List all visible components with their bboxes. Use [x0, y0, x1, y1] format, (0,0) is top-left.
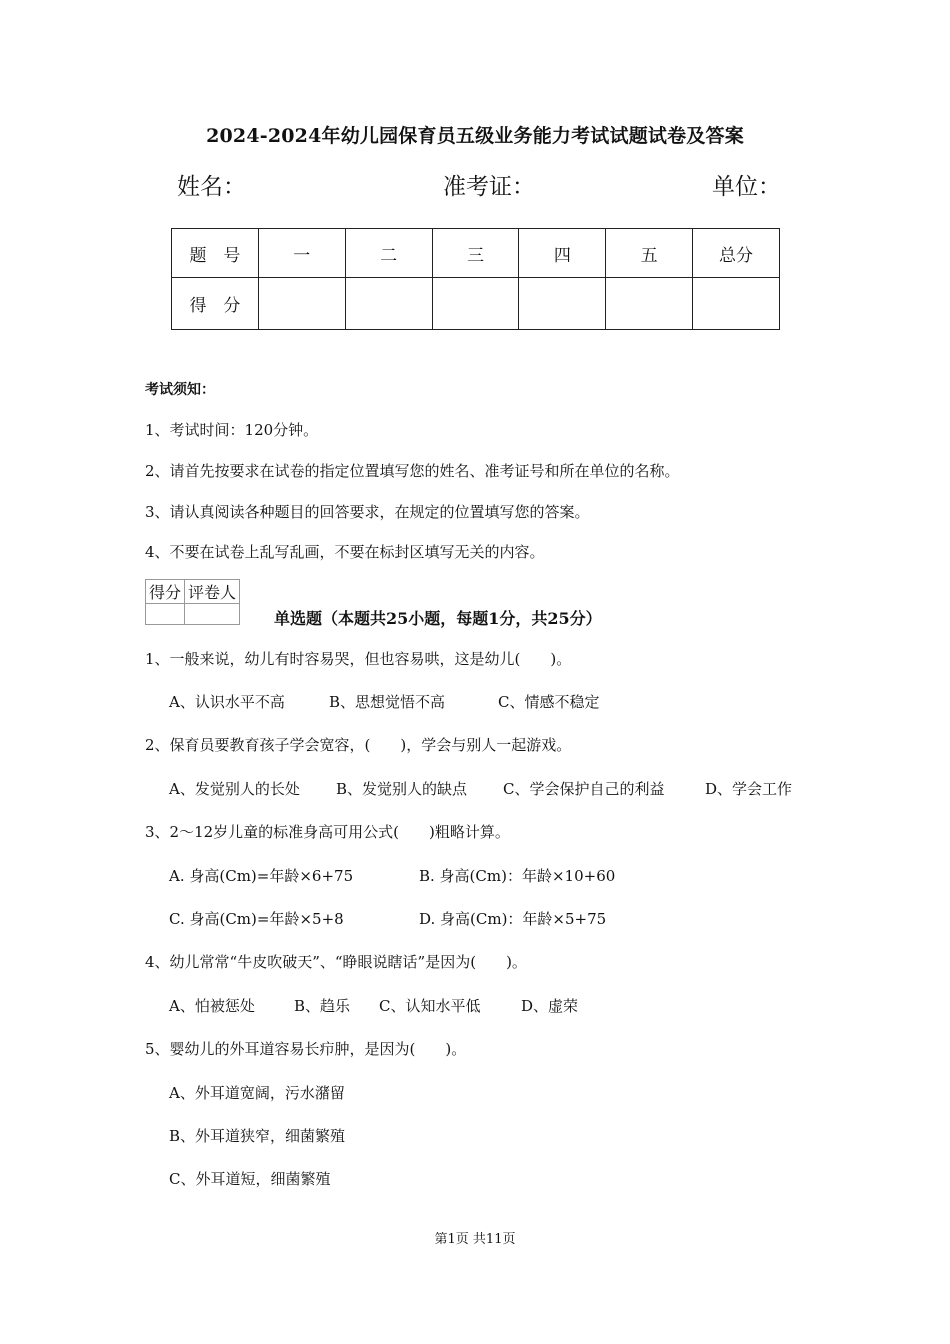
question-option[interactable]: A. 身高(Cm)=年龄×6+75	[169, 867, 354, 885]
grader-table	[145, 579, 240, 625]
question-option[interactable]: C、认知水平低	[379, 997, 481, 1015]
question-text: 5、婴幼儿的外耳道容易长疖肿，是因为( )。	[145, 1040, 467, 1058]
score-input-cell[interactable]	[345, 278, 432, 330]
question-option[interactable]: A、外耳道宽阔，污水潴留	[169, 1084, 345, 1102]
question-text: 2、保育员要教育孩子学会宽容，( )，学会与别人一起游戏。	[145, 736, 572, 754]
question-option[interactable]: B. 身高(Cm)：年龄×10+60	[419, 867, 616, 885]
question-option[interactable]: D、学会工作	[705, 780, 793, 798]
question-option[interactable]: C. 身高(Cm)=年龄×5+8	[169, 910, 344, 928]
notice-item: 1、考试时间：120分钟。	[145, 421, 319, 439]
score-header-cell: 四	[519, 229, 606, 278]
question-option[interactable]: B、趋乐	[294, 997, 351, 1015]
name-label: 姓名：	[177, 174, 246, 200]
question-option[interactable]: B、外耳道狭窄，细菌繁殖	[169, 1127, 346, 1145]
notice-item: 2、请首先按要求在试卷的指定位置填写您的姓名、准考证号和所在单位的名称。	[145, 462, 680, 480]
score-header-cell: 三	[432, 229, 519, 278]
question-option[interactable]: C、情感不稳定	[498, 693, 600, 711]
grader-reviewer-cell[interactable]	[185, 604, 240, 625]
question-option[interactable]: B、发觉别人的缺点	[336, 780, 468, 798]
question-option[interactable]: C、学会保护自己的利益	[503, 780, 665, 798]
score-header-cell: 总分	[693, 229, 780, 278]
notice-item: 4、不要在试卷上乱写乱画，不要在标封区填写无关的内容。	[145, 543, 545, 561]
question-option[interactable]: A、发觉别人的长处	[169, 780, 300, 798]
score-table-header-row	[172, 229, 780, 278]
notice-item: 3、请认真阅读各种题目的回答要求，在规定的位置填写您的答案。	[145, 503, 590, 521]
question-text: 4、幼儿常常“牛皮吹破天”、“睁眼说瞎话”是因为( )。	[145, 953, 527, 971]
score-row-label: 得 分	[172, 278, 259, 330]
question-option[interactable]: A、怕被惩处	[169, 997, 255, 1015]
score-table-score-row	[172, 278, 780, 330]
question-text: 1、一般来说，幼儿有时容易哭，但也容易哄，这是幼儿( )。	[145, 650, 572, 668]
question-option[interactable]: D. 身高(Cm)：年龄×5+75	[419, 910, 607, 928]
page-title: 2024-2024年幼儿园保育员五级业务能力考试试题试卷及答案	[206, 125, 744, 147]
score-header-cell: 题 号	[172, 229, 259, 278]
score-table	[171, 228, 780, 330]
score-input-cell[interactable]	[432, 278, 519, 330]
notice-heading: 考试须知：	[145, 382, 215, 398]
ticket-label: 准考证：	[443, 174, 535, 200]
unit-label: 单位：	[712, 174, 781, 200]
score-input-cell[interactable]	[258, 278, 345, 330]
score-header-cell: 一	[258, 229, 345, 278]
question-option[interactable]: A、认识水平不高	[169, 693, 285, 711]
grader-score-label: 得分	[146, 580, 185, 604]
grader-reviewer-label: 评卷人	[185, 580, 240, 604]
question-option[interactable]: D、虚荣	[521, 997, 579, 1015]
question-option[interactable]: B、思想觉悟不高	[329, 693, 446, 711]
grader-score-cell[interactable]	[146, 604, 185, 625]
score-input-cell[interactable]	[693, 278, 780, 330]
question-text: 3、2～12岁儿童的标准身高可用公式( )粗略计算。	[145, 823, 510, 841]
page-number: 第1页 共11页	[434, 1232, 516, 1247]
score-input-cell[interactable]	[519, 278, 606, 330]
score-header-cell: 五	[606, 229, 693, 278]
section-title: 单选题（本题共25小题，每题1分，共25分）	[274, 609, 602, 628]
score-header-cell: 二	[345, 229, 432, 278]
score-input-cell[interactable]	[606, 278, 693, 330]
question-option[interactable]: C、外耳道短，细菌繁殖	[169, 1170, 331, 1188]
